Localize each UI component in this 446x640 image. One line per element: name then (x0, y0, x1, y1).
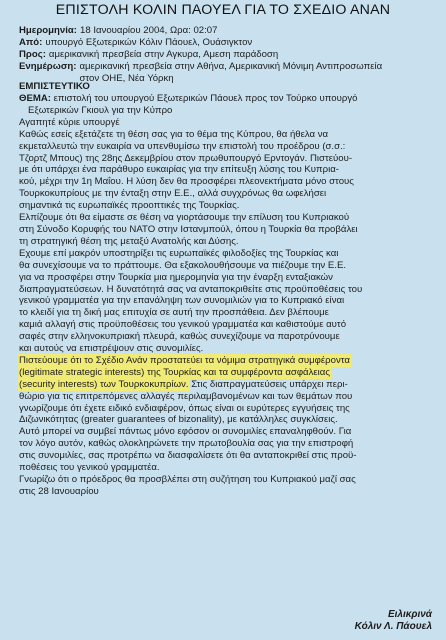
highlight-tail: Στις διαπραγματεύσεις υπάρχει περι- (188, 378, 348, 390)
body-line: και αυτούς να επιστρέψουν στις συνομιλίες. (19, 343, 204, 355)
body-line: κού, μέχρι την 1η Μαΐου. Η λύση δεν θα προσφέρει πλεονεκτήματα μόνο στους (19, 176, 354, 188)
body-line: θα συνεχίσουμε να το πράττουμε. Θα εξακολουθήσουμε να πιέζουμε την Ε.Ε. (19, 259, 347, 271)
body-paragraphs (19, 129, 440, 355)
highlight-line-1 (19, 355, 440, 367)
signature: Κόλιν Λ. Πάουελ (354, 621, 432, 632)
body-line: τον λόγο αυτόν, καθώς ολοκληρώνετε την πρωτοβουλία σας για την επιστροφή (19, 438, 354, 450)
highlight-line-3 (19, 379, 440, 391)
closing-paragraphs (19, 391, 440, 498)
subject-label: ΘΕΜΑ: (19, 93, 51, 104)
body-line: Καθώς εσείς εξετάζετε τη θέση σας για το θέμα της Κύπρου, θα ήθελα να (19, 128, 329, 140)
body-line: διαπραγματεύσεων. Η δυνατότητά σας να ανταποκριθείτε στις προϋποθέσεις του (19, 283, 363, 295)
subject-line-2: Εξωτερικών Γκιουλ για την Κύπρο (28, 104, 173, 116)
info-label: Ενημέρωση: (19, 60, 77, 72)
body-line: Τζορτζ Μπους) της 28ης Δεκεμβρίου στον πρωθυπουργό Ερντογάν. Πιστεύου- (19, 152, 353, 164)
body-line: Εχουμε επί μακρόν υποστηρίξει τις ευρωπαϊκές φιλοδοξίες της Τουρκίας και (19, 247, 339, 259)
highlight-text-3: (security interests) των Τουρκοκυπρίων. (19, 378, 189, 390)
document-title: ΕΠΙΣΤΟΛΗ ΚΟΛΙΝ ΠΑΟΥΕΛ ΓΙΑ ΤΟ ΣΧΕΔΙΟ ΑΝΑΝ (55, 2, 391, 18)
salutation: Αγαπητέ κύριε υπουργέ (19, 116, 120, 128)
highlight-line-2 (19, 367, 440, 379)
from-label: Από: (19, 36, 43, 48)
from-value: υπουργό Εξωτερικών Κόλιν Πάουελ, Ουάσιγκτον (45, 36, 253, 48)
from-row (19, 37, 439, 49)
body-line: Γνωρίζω ότι ο πρόεδρος θα προσβλέπει στη συζήτηση του Κυπριακού μαζί σας (19, 474, 356, 485)
info-value-line-1: αμερικανική πρεσβεία στην Αθήνα, Αμερικανική Μόνιμη Αντιπροσωπεία (79, 60, 383, 72)
highlight-text-2: (legitimate strategic interests) της Τουρκίας και τα συμφέροντα ασφάλειας (19, 366, 330, 378)
info-value (79, 61, 382, 85)
body-line: το κλειδί για τη δική μας επιτυχία σε αυτή την προσπάθεια. Δεν βλέπουμε (19, 307, 329, 319)
body-line: Ελπίζουμε ότι θα είμαστε σε θέση να γιορτάσουμε την επίλυση του Κυπριακού (19, 212, 350, 224)
date-label: Ημερομηνία: (19, 25, 77, 36)
body-line: γενικού γραμματέα για την επανάληψη των συνομιλιών για το Κυπριακό είναι (19, 295, 345, 307)
classification-label: ΕΜΠΙΣΤΕΥΤΙΚΟ (19, 81, 90, 92)
to-label: Προς: (19, 48, 46, 60)
body-line: καμιά αλλαγή στις προϋποθέσεις του γενικού γραμματέα και καθιστούμε αυτό (19, 319, 347, 331)
subject-text: επιστολή του υπουργού Εξωτερικών Πάουελ προς τον Τούρκο υπουργό (50, 93, 358, 104)
body-line: σαφές στην ελληνοκυπριακή πλευρά, καθώς συνεχίζουμε να παροτρύνουμε (19, 331, 340, 343)
to-row (19, 49, 439, 61)
body-line: Διζωνικότητας (greater guarantees of bizonality), με κατάλληλες συγκλίσεις. (19, 414, 338, 426)
highlight-text-1: Πιστεύουμε ότι το Σχέδιο Ανάν προστατεύει τα νόμιμα στρατηγικά συμφέροντα (19, 354, 350, 366)
body-line: Αυτό μπορεί να συμβεί πάντως μόνο εφόσον οι συνομιλίες επαναληφθούν. Για (19, 426, 352, 438)
info-value-line-2: στον ΟΗΕ, Νέα Υόρκη (79, 72, 174, 84)
body-line: σημαντικά τις ευρωπαϊκές προοπτικές της Τουρκίας. (19, 200, 240, 212)
body-line: Τουρκοκυπρίους με την ένταξη στην Ε.Ε., αλλά συγχρόνως θα ωφελήσει (19, 188, 327, 200)
body-line: θώριο για τις επιτρεπόμενες αλλαγές περιλαμβανομένων και των θεμάτων που (19, 390, 353, 402)
body-line: ποθέσεις του γενικού γραμματέα. (19, 462, 160, 474)
to-value: αμερικανική πρεσβεία στην Αγκυρα, Αμεση παράδοση (48, 48, 279, 60)
body-line: με ότι υπάρχει ένα παράθυρο ευκαιρίας για την επίτευξη λύσης του Κυπρια- (19, 164, 339, 176)
closing-word: Ειλικρινά (387, 609, 432, 620)
body-line: εκμεταλλευτώ την ευκαιρία να υπενθυμίσω την επιστολή του προέδρου (σ.σ.: (19, 140, 346, 152)
body-line: στη Σύνοδο Κορυφής του ΝΑΤΟ στην Ιστανμπούλ, όπου η Τουρκία θα προβάλει (19, 223, 358, 235)
body-line: γνωρίζουμε ότι έχετε ειδικό ενδιαφέρον, όπως είναι οι ευρύτερες εγγυήσεις της (19, 402, 350, 414)
body-line: για να προσφέρει στην Τουρκία μια ημερομηνία για την έναρξη ενταξιακών (19, 271, 333, 283)
letter-body (19, 93, 440, 498)
date-value: 18 Ιανουαρίου 2004, Ωρα: 02:07 (79, 25, 218, 36)
date-row (19, 25, 439, 37)
subject-line (19, 93, 440, 105)
body-line: στις 28 Ιανουαρίου (19, 485, 99, 497)
header-meta (19, 25, 439, 85)
body-line: τη στρατηγική θέση της μεταξύ Ανατολής και Δύσης. (19, 235, 239, 247)
body-line: στις συνομιλίες, σας προτρέπω να διασφαλίσετε ότι θα ανταποκριθεί στις προϋ- (19, 450, 357, 462)
